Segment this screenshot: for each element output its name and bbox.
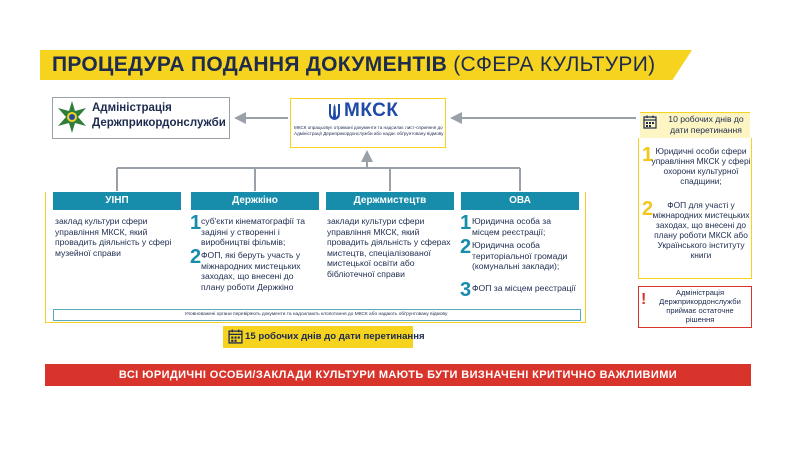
calendar-icon [643, 115, 657, 129]
column-derzhkino-number-1: 1 [190, 212, 202, 234]
column-ova-number-2: 2 [460, 236, 472, 258]
days10-label: 10 робочих днів до дати перетинання [668, 114, 744, 135]
column-header-derzhkino: Держкіно [191, 192, 319, 210]
page-title-main: ПРОЦЕДУРА ПОДАННЯ ДОКУМЕНТІВ [52, 53, 448, 76]
bottom-banner-text: ВСІ ЮРИДИЧНІ ОСОБИ/ЗАКЛАДИ КУЛЬТУРИ МАЮТЬ БУТИ ВИЗНАЧЕНІ КРИТИЧНО ВАЖЛИВИМИ [118, 369, 678, 381]
column-header-derzhmystetstv: Держмистецтв [326, 192, 454, 210]
column-ova-item-3: ФОП за місцем реєстрації [472, 283, 576, 293]
page-title-sub: (СФЕРА КУЛЬТУРИ) [453, 53, 656, 76]
mksk-description: МКСК опрацьовує отримані документи та надсилає лист-сприяння до Адміністрації Держприкордонслужби або надає обґрунтовану відмову [294, 125, 444, 136]
column-derzhkino-item-1: суб'єкти кінематографії та задіяні у створенні і виробництві фільмів; [201, 216, 305, 247]
page-title [52, 52, 692, 78]
right-panel-item-2: ФОП для участі у міжнародних мистецьких заходах, що внесені до плану роботи МКСК або Українського інституту книги [652, 200, 750, 260]
column-ova-item-1: Юридична особа за місцем реєстрації; [472, 216, 552, 237]
column-ova-number-1: 1 [460, 212, 472, 234]
right-panel-item-1: Юридичні особи сфери управління МКСК у сфері охорони культурної спадщини; [651, 146, 751, 186]
exclamation-icon: ! [641, 291, 647, 308]
column-header-ova: ОВА [461, 192, 579, 210]
border-guard-emblem-icon [56, 100, 88, 134]
mksk-label: МКСК [344, 100, 399, 121]
column-derzhmystetstv-text: заклади культури сфери управління МКСК, який провадить діяльність у сферах мистецтв, спеціалізованої мистецької освіти або бібліотечної справи [327, 216, 451, 279]
column-header-uinp: УІНП [53, 192, 181, 210]
admin-name: Адміністрація Держприкордонслужби [92, 102, 226, 129]
right-panel-number-1: 1 [642, 144, 654, 166]
column-ova-number-3: 3 [460, 279, 472, 301]
column-uinp-text: заклад культури сфери управління МКСК, який провадить діяльність у сфері музейної справи [55, 216, 172, 258]
right-panel-number-2: 2 [642, 198, 654, 220]
decision-text: Адміністрація Держприкордонслужби приймає остаточне рішення [659, 288, 741, 324]
column-derzhkino-item-2: ФОП, які беруть участь у міжнародних мистецьких заходах, що внесені до плану роботи Держкіно [201, 250, 301, 292]
column-ova-item-2: Юридична особа територіальної громади (комунальні заклади); [472, 240, 568, 271]
calendar-icon [228, 329, 243, 344]
trident-emblem-icon [328, 103, 341, 121]
days15-label: 15 робочих днів до дати перетинання [245, 331, 425, 342]
column-derzhkino-number-2: 2 [190, 246, 202, 268]
authorized-note: Уповноважені органи перевіряють документи та надсилають клопотання до МКСК або надають обґрунтовану відмову [184, 312, 448, 317]
